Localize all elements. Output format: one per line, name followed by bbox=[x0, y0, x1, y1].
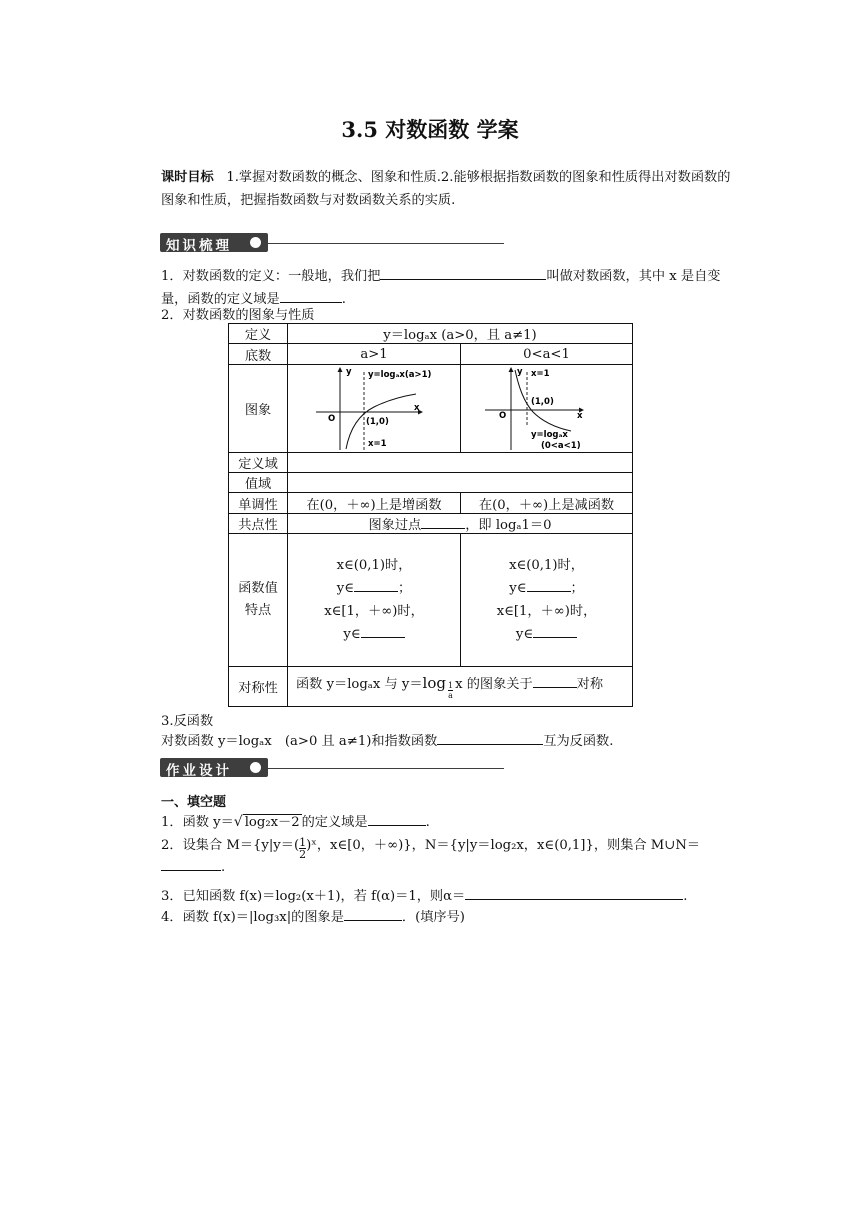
answer-blank[interactable] bbox=[437, 732, 543, 745]
definition-text-pre: 1．对数函数的定义：一般地，我们把 bbox=[161, 269, 381, 284]
monotonicity-a-lt-1: 在(0，＋∞)上是减函数 bbox=[461, 493, 633, 514]
bullet-icon bbox=[250, 237, 261, 248]
point-label: (1,0) bbox=[530, 396, 554, 407]
question-2 bbox=[161, 834, 700, 860]
graph-decreasing bbox=[461, 365, 633, 453]
row-label-symmetry: 对称性 bbox=[229, 667, 288, 707]
row-label-graph: 图象 bbox=[229, 365, 288, 453]
common-point-text-post: ，即 logₐ1＝0 bbox=[465, 518, 552, 533]
value-feature-a-gt-1 bbox=[288, 534, 461, 667]
bullet-icon bbox=[250, 762, 261, 773]
answer-blank[interactable] bbox=[533, 625, 577, 638]
x-axis-label: x bbox=[576, 410, 582, 421]
row-label-monotonicity: 单调性 bbox=[229, 493, 288, 514]
log-graph-a-gt-1 bbox=[294, 366, 454, 452]
radicand: log₂x－2 bbox=[244, 815, 300, 830]
fraction-numerator: 1 bbox=[299, 836, 307, 849]
row-label-definition: 定义 bbox=[229, 324, 288, 344]
question-text: 的定义域是 bbox=[301, 815, 368, 830]
y-axis-label: y bbox=[346, 366, 352, 377]
range-value-blank[interactable] bbox=[288, 473, 633, 493]
sqrt-icon: √ bbox=[233, 814, 243, 830]
row-label-range: 值域 bbox=[229, 473, 288, 493]
symmetry-value bbox=[288, 667, 633, 707]
answer-blank[interactable] bbox=[344, 908, 402, 921]
answer-blank[interactable] bbox=[465, 887, 683, 900]
question-4 bbox=[161, 906, 465, 925]
section-label: 知识梳理 bbox=[166, 238, 232, 254]
value-line: x∈[1，＋∞)时， bbox=[496, 604, 597, 619]
answer-blank[interactable] bbox=[380, 267, 546, 280]
question-text: ．(填序号) bbox=[401, 910, 465, 925]
value-line: x∈[1，＋∞)时， bbox=[324, 604, 424, 619]
value-label-line1: 函数值 bbox=[238, 581, 278, 596]
inverse-text-post: 互为反函数. bbox=[543, 734, 614, 749]
domain-value-blank[interactable] bbox=[288, 453, 633, 473]
table-caption: 2．对数函数的图象与性质 bbox=[161, 308, 315, 323]
monotonicity-a-gt-1: 在(0，＋∞)上是增函数 bbox=[288, 493, 461, 514]
graph-increasing bbox=[288, 365, 461, 453]
base-a-lt-1: 0<a<1 bbox=[461, 344, 633, 365]
line-label: x=1 bbox=[530, 368, 550, 379]
punctuation: ； bbox=[398, 581, 412, 596]
properties-table bbox=[228, 323, 633, 707]
section-label: 作业设计 bbox=[166, 763, 232, 779]
y-axis-label: y bbox=[516, 366, 523, 377]
question-2-answer-line bbox=[161, 858, 225, 875]
row-label-common-point: 共点性 bbox=[229, 514, 288, 534]
answer-blank[interactable] bbox=[161, 858, 221, 871]
answer-blank[interactable] bbox=[533, 675, 577, 688]
symmetry-text-post: x 的图象关于 bbox=[455, 677, 533, 692]
symmetry-text-end: 对称 bbox=[576, 677, 604, 692]
punctuation: . bbox=[425, 815, 430, 830]
log-base-fraction bbox=[448, 681, 453, 700]
row-label-domain: 定义域 bbox=[229, 453, 288, 473]
origin-label: O bbox=[328, 413, 336, 424]
part-heading: 一、填空题 bbox=[161, 795, 227, 810]
answer-blank[interactable] bbox=[280, 290, 342, 303]
punctuation: . bbox=[221, 860, 226, 875]
line-label: x=1 bbox=[368, 438, 387, 449]
symmetry-text-pre: 函数 y＝logₐx 与 y＝ bbox=[296, 677, 423, 692]
punctuation: . bbox=[341, 292, 346, 307]
common-point-text-pre: 图象过点 bbox=[368, 518, 422, 533]
question-text: 3．已知函数 f(x)＝log₂(x＋1)，若 f(α)＝1，则α＝ bbox=[161, 889, 466, 904]
condition-label: (0<a<1) bbox=[540, 440, 581, 451]
point-label: (1,0) bbox=[366, 416, 389, 427]
question-text: 1．函数 y＝ bbox=[161, 815, 234, 830]
question-text: )ˣ，x∈[0，＋∞)}，N＝{y|y＝log₂x，x∈(0,1]}，则集合 M∪N＝ bbox=[306, 838, 701, 853]
answer-blank[interactable] bbox=[361, 625, 405, 638]
page-title: 3.5 对数函数 学案 bbox=[341, 117, 519, 142]
fraction-numerator: 1 bbox=[447, 681, 454, 690]
value-label-line2: 特点 bbox=[244, 603, 272, 618]
fraction-denominator: 2 bbox=[299, 848, 307, 861]
curve-label: y=logₐx bbox=[530, 429, 568, 440]
inverse-text-pre: 对数函数 y＝logₐx (a>0 且 a≠1)和指数函数 bbox=[161, 734, 438, 749]
log-graph-a-lt-1 bbox=[467, 366, 627, 452]
question-3 bbox=[161, 885, 687, 904]
value-line: y∈ bbox=[343, 627, 361, 642]
curve-label: y=logₐx(a>1) bbox=[368, 369, 432, 380]
origin-label: O bbox=[498, 410, 506, 421]
question-text: 2．设集合 M＝{y|y＝( bbox=[161, 838, 300, 853]
x-axis-label: x bbox=[414, 402, 420, 413]
value-line: x∈(0,1)时， bbox=[336, 558, 412, 573]
question-text: 4．函数 f(x)＝|log₃x|的图象是 bbox=[161, 910, 344, 925]
value-feature-a-lt-1 bbox=[461, 534, 633, 667]
row-label-base: 底数 bbox=[229, 344, 288, 365]
punctuation: ； bbox=[570, 581, 584, 596]
objective-label: 课时目标 bbox=[161, 170, 214, 185]
value-line: x∈(0,1)时， bbox=[509, 558, 584, 573]
answer-blank[interactable] bbox=[354, 579, 398, 592]
definition-text-mid: 叫做对数函数，其中 x 是自变量，函数的定义域是 bbox=[161, 269, 721, 307]
punctuation: . bbox=[683, 889, 688, 904]
inverse-function-text bbox=[161, 730, 613, 749]
value-line: y∈ bbox=[509, 581, 527, 596]
row-label-value-feature bbox=[229, 534, 288, 667]
log-text: log bbox=[422, 674, 446, 692]
value-line: y∈ bbox=[336, 581, 355, 596]
objective-paragraph bbox=[161, 166, 733, 212]
objective-text: 1.掌握对数函数的概念、图象和性质.2.能够根据指数函数的图象和性质得出对数函数的图象和性质，把握指数函数与对数函数关系的实质. bbox=[161, 170, 731, 208]
fraction-denominator: a bbox=[448, 691, 453, 700]
question-1 bbox=[161, 811, 430, 830]
base-a-gt-1: a>1 bbox=[288, 344, 461, 365]
common-point-value bbox=[288, 514, 633, 534]
definition-value: y＝logₐx (a>0，且 a≠1) bbox=[288, 324, 633, 344]
value-line: y∈ bbox=[515, 627, 534, 642]
answer-blank[interactable] bbox=[421, 516, 465, 529]
answer-blank[interactable] bbox=[368, 813, 426, 826]
inverse-function-heading: 3.反函数 bbox=[161, 714, 214, 729]
answer-blank[interactable] bbox=[527, 579, 571, 592]
